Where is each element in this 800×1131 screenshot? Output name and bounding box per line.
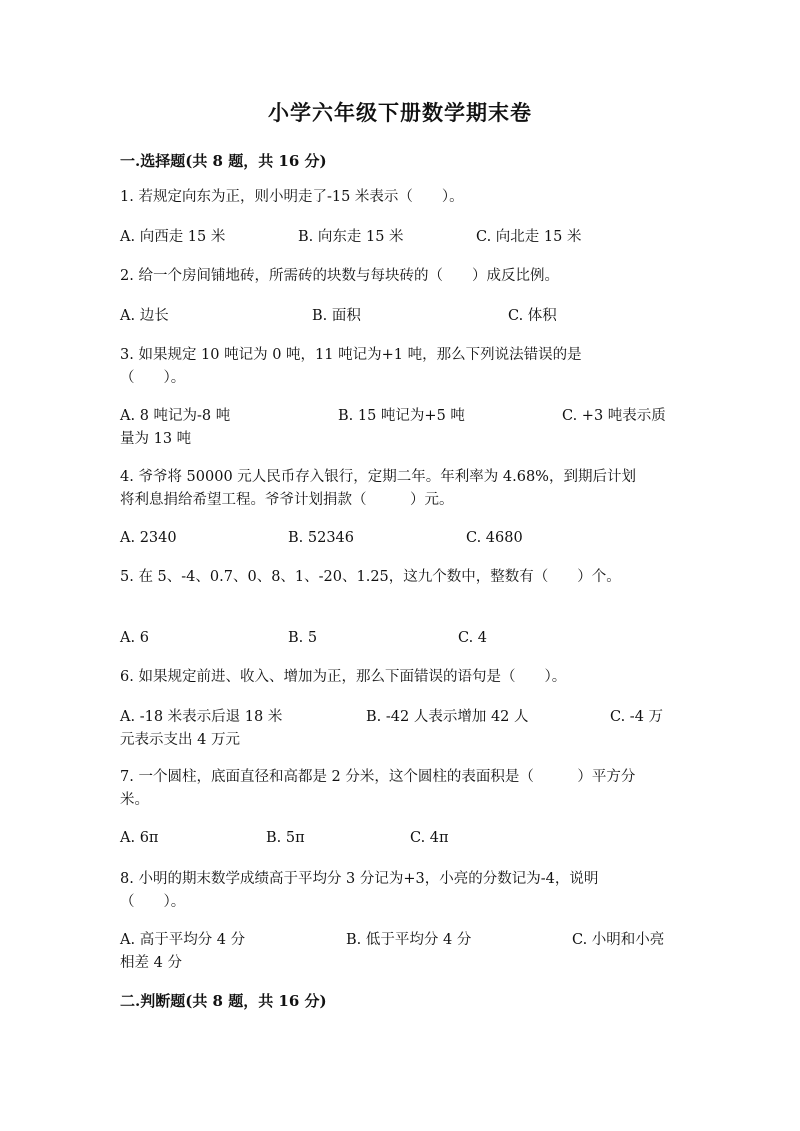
- question-8-stem: [120, 868, 680, 914]
- question-1-stem: 1. 若规定向东为正，则小明走了-15 米表示（ ）。: [120, 189, 464, 205]
- question-6-option-c: C. -4 万: [610, 709, 664, 725]
- question-6-option-a: A. -18 米表示后退 18 米: [120, 709, 283, 725]
- question-5-stem: 5. 在 5、-4、0.7、0、8、1、-20、1.25，这九个数中，整数有（ ）个。: [120, 569, 621, 585]
- question-8-option-b: B. 低于平均分 4 分: [346, 932, 472, 948]
- question-3-stem-line-1: 3. 如果规定 10 吨记为 0 吨，11 吨记为+1 吨，那么下列说法错误的是: [120, 347, 582, 363]
- question-4-stem-line-1: 4. 爷爷将 50000 元人民币存入银行，定期二年。年利率为 4.68%，到期后计划: [120, 469, 636, 485]
- question-1-option-c: C. 向北走 15 米: [476, 229, 582, 245]
- question-4-stem: [120, 466, 680, 512]
- question-6-option-b: B. -42 人表示增加 42 人: [366, 709, 529, 725]
- section-heading-choice: 一.选择题(共 8 题，共 16 分): [120, 152, 327, 170]
- question-7-stem: [120, 766, 680, 812]
- question-4-option-b: B. 52346: [288, 530, 355, 546]
- question-8-option-a: A. 高于平均分 4 分: [120, 932, 246, 948]
- question-3-options: [120, 405, 680, 451]
- question-6-stem: 6. 如果规定前进、收入、增加为正，那么下面错误的语句是（ ）。: [120, 669, 567, 685]
- question-3-stem: [120, 344, 680, 390]
- question-4-option-a: A. 2340: [120, 530, 177, 546]
- question-3-option-c: C. +3 吨表示质: [562, 408, 666, 424]
- question-1-option-a: A. 向西走 15 米: [120, 229, 226, 245]
- question-8-stem-line-1: 8. 小明的期末数学成绩高于平均分 3 分记为+3，小亮的分数记为-4，说明: [120, 871, 599, 887]
- question-8-option-c: C. 小明和小亮: [572, 932, 665, 948]
- question-2-stem: 2. 给一个房间铺地砖，所需砖的块数与每块砖的（ ）成反比例。: [120, 268, 559, 284]
- question-5-option-a: A. 6: [120, 630, 149, 646]
- question-6-options: [120, 706, 680, 752]
- question-3-option-a: A. 8 吨记为-8 吨: [120, 408, 231, 424]
- question-4-stem-line-2: 将利息捐给希望工程。爷爷计划捐款（ ）元。: [120, 492, 454, 508]
- question-8-options: [120, 929, 680, 975]
- question-7-stem-line-2: 米。: [120, 792, 149, 808]
- question-5-option-b: B. 5: [288, 630, 318, 646]
- question-3-stem-line-2: （ ）。: [120, 370, 186, 386]
- question-5-option-c: C. 4: [458, 630, 488, 646]
- page-title: 小学六年级下册数学期末卷: [268, 100, 532, 125]
- question-8-option-c-continued: 相差 4 分: [120, 955, 182, 971]
- question-2-option-a: A. 边长: [120, 308, 169, 324]
- question-3-option-b: B. 15 吨记为+5 吨: [338, 408, 465, 424]
- question-8-stem-line-2: （ ）。: [120, 894, 186, 910]
- question-7-option-a: A. 6π: [120, 830, 159, 846]
- question-2-option-b: B. 面积: [312, 308, 361, 324]
- question-6-option-c-continued: 元表示支出 4 万元: [120, 732, 240, 748]
- question-4-option-c: C. 4680: [466, 530, 523, 546]
- question-2-option-c: C. 体积: [508, 308, 557, 324]
- question-7-option-b: B. 5π: [266, 830, 305, 846]
- question-7-option-c: C. 4π: [410, 830, 449, 846]
- question-1-option-b: B. 向东走 15 米: [298, 229, 404, 245]
- question-3-option-c-continued: 量为 13 吨: [120, 431, 192, 447]
- question-7-stem-line-1: 7. 一个圆柱，底面直径和高都是 2 分米，这个圆柱的表面积是（ ）平方分: [120, 769, 636, 785]
- section-heading-judgement: 二.判断题(共 8 题，共 16 分): [120, 992, 327, 1010]
- question-7-options: [120, 827, 680, 873]
